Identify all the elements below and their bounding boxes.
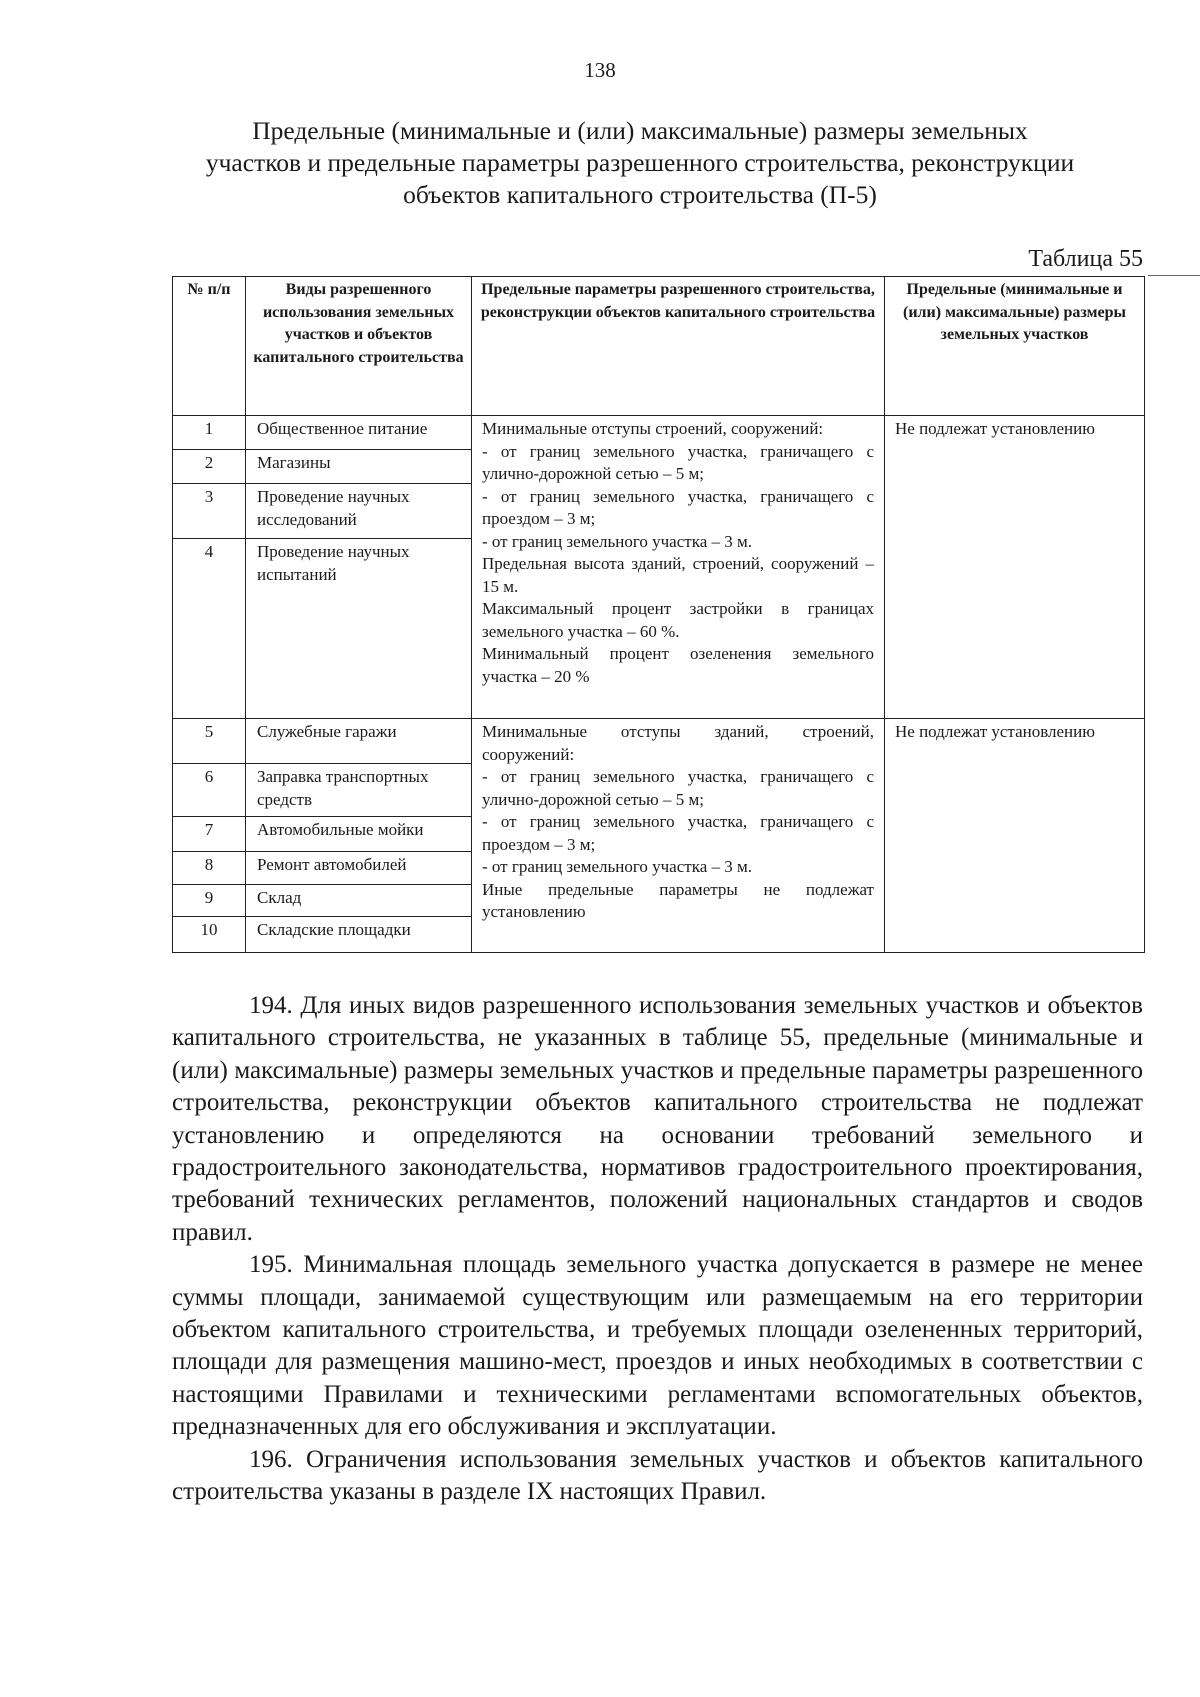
plot-sizes-cell: Не подлежат установлению (885, 416, 1145, 719)
table-header-row (173, 277, 1145, 416)
param-line: Иные предельные параметры не подлежат установлению (482, 879, 874, 921)
param-line: Минимальный процент озеленения земельного участка – 20 % (482, 644, 874, 686)
param-line: Минимальные отступы строений, сооружений: (482, 419, 824, 438)
paragraph-196: 196. Ограничения использования земельных участков и объектов капитального строительства указаны в разделе IX настоящих Правил. (172, 1445, 1143, 1506)
row-use-kind: Ремонт автомобилей (246, 852, 472, 885)
row-number: 1 (173, 416, 246, 450)
plot-sizes-cell: Не подлежат установлению (885, 719, 1145, 953)
build-params-cell (472, 719, 885, 953)
row-number: 10 (173, 917, 246, 953)
title-line: объектов капитального строительства (П-5) (403, 180, 877, 209)
row-number: 3 (173, 484, 246, 539)
title-line: Предельные (минимальные и (или) максимальные) размеры земельных (252, 116, 1028, 145)
row-use-kind: Автомобильные мойки (246, 817, 472, 852)
header-number: № п/п (173, 277, 246, 416)
param-line: - от границ земельного участка – 3 м. (482, 857, 752, 876)
table-row (173, 719, 1145, 764)
row-use-kind: Проведение научных исследований (246, 484, 472, 539)
parameters-table (172, 276, 1145, 953)
row-number: 4 (173, 539, 246, 719)
table-caption: Таблица 55 (1028, 246, 1143, 272)
row-use-kind: Общественное питание (246, 416, 472, 450)
row-number: 9 (173, 885, 246, 917)
title-line: участков и предельные параметры разрешенного строительства, реконструкции (205, 148, 1075, 177)
param-line: - от границ земельного участка, граничащего с улично-дорожной сетью – 5 м; (482, 767, 874, 809)
row-number: 7 (173, 817, 246, 852)
page-number: 138 (584, 58, 616, 82)
row-use-kind: Заправка транспортных средств (246, 764, 472, 817)
header-build-params: Предельные параметры разрешенного строительства, реконструкции объектов капитального строительства (472, 277, 885, 416)
paragraph-194: 194. Для иных видов разрешенного использования земельных участков и объектов капитального строительства, не указанных в таблице 55, предельные (минимальные и (или) максимальные) размеры земельных участков и предельные параметры разрешенного строительства, реконструкции объектов капитального строительства не подлежат установлению и определяются на основании требований земельного и градостроительного законодательства, нормативов градостроительного проектирования, требований технических регламентов, положений национальных стандартов и сводов правил. (172, 992, 1143, 1246)
row-use-kind: Служебные гаражи (246, 719, 472, 764)
table-row (173, 416, 1145, 450)
param-line: - от границ земельного участка, граничащего с проездом – 3 м; (482, 486, 874, 528)
row-number: 2 (173, 450, 246, 484)
param-line: Максимальный процент застройки в границах земельного участка – 60 %. (482, 599, 874, 641)
paragraph-195: 195. Минимальная площадь земельного участка допускается в размере не менее суммы площади, занимаемой существующим или размещаемым на его территории объектом капитального строительства, и требуемых площади озелененных территорий, площади для размещения машино-мест, проездов и иных необходимых в соответствии с настоящими Правилами и техническими регламентами вспомогательных объектов, предназначенных для его обслуживания и эксплуатации. (172, 1251, 1143, 1441)
row-use-kind: Магазины (246, 450, 472, 484)
body-text (172, 990, 1143, 1509)
row-number: 6 (173, 764, 246, 817)
row-number: 5 (173, 719, 246, 764)
document-title (160, 115, 1120, 211)
header-use-kind: Виды разрешенного использования земельных участков и объектов капитального строительства (246, 277, 472, 416)
row-use-kind: Склад (246, 885, 472, 917)
param-line: Предельная высота зданий, строений, сооружений – 15 м. (482, 554, 874, 596)
param-line: - от границ земельного участка – 3 м. (482, 531, 752, 551)
param-line: - от границ земельного участка, граничащего с проездом – 3 м; (482, 812, 874, 854)
param-line: Минимальные отступы зданий, строений, сооружений: (482, 722, 874, 764)
row-use-kind: Проведение научных испытаний (246, 539, 472, 719)
build-params-cell (472, 416, 885, 719)
row-use-kind: Складские площадки (246, 917, 472, 953)
header-plot-sizes: Предельные (минимальные и (или) максимальные) размеры земельных участков (885, 277, 1145, 416)
param-line: - от границ земельного участка, граничащего с улично-дорожной сетью – 5 м; (482, 441, 874, 483)
row-number: 8 (173, 852, 246, 885)
caption-rule (1148, 275, 1200, 276)
